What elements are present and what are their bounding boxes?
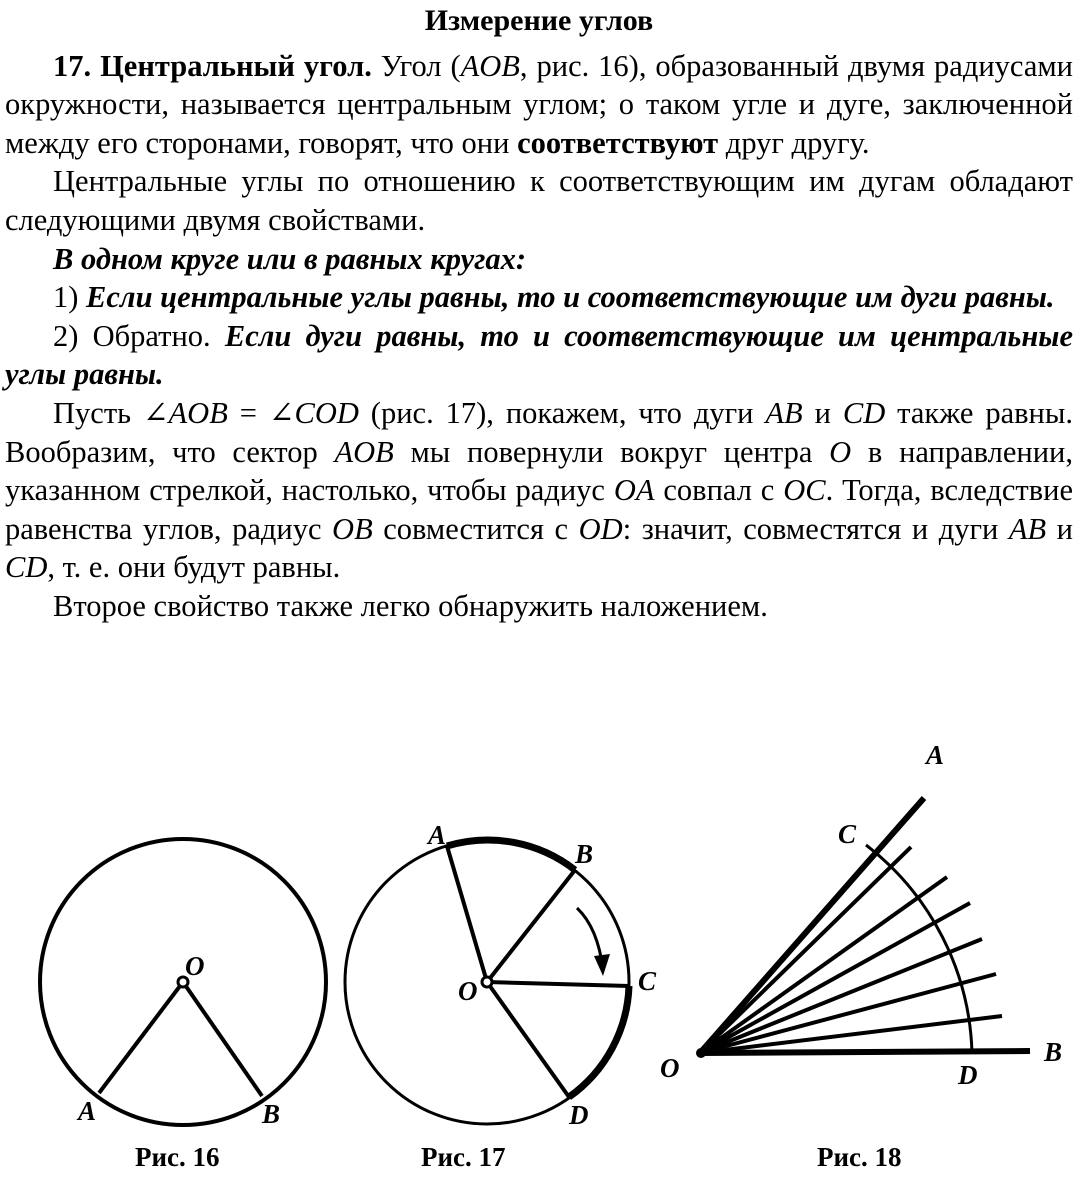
fig17-label-a: A	[428, 820, 447, 850]
fig17-radius-od	[487, 982, 569, 1097]
term-correspond: соответствуют	[517, 125, 719, 160]
paragraph-condition: В одном круге или в равных кругах:	[53, 241, 527, 276]
fig18-label-b: B	[1044, 1037, 1063, 1067]
figure-16	[40, 839, 326, 1129]
fig17-arrowhead	[594, 954, 610, 976]
fig17-center-point	[482, 977, 492, 987]
fig16-label-o: O	[185, 951, 205, 981]
paragraph-properties-intro: Центральные углы по отношению к соответствующим им дугам обладают следующими двумя свойствами.	[5, 164, 1073, 237]
fig17-label-c: C	[638, 966, 657, 996]
fig18-ray-3	[700, 903, 970, 1053]
fig17-radius-ob	[487, 870, 575, 982]
fig18-ray-5	[700, 974, 996, 1053]
section-heading: 17. Центральный угол.	[53, 48, 372, 83]
figure-18	[660, 740, 1062, 1090]
fig18-label-o: O	[660, 1053, 680, 1083]
text-block	[5, 2, 1073, 626]
paragraph-definition: 17. Центральный угол. Угол (AOB, рис. 16), образованный двумя радиусами окружности, называется центральным углом; о таком угле и дуге, заключенной между его сторонами, говорят, что они соответствуют друг другу.	[5, 48, 1073, 160]
fig16-radius-oa	[99, 982, 183, 1093]
fig18-caption: Рис. 18	[817, 1142, 902, 1172]
paragraph-proof: Пусть ∠AOB = ∠COD (рис. 17), покажем, что дуги AB и CD также равны. Вообразим, что сектор AOB мы повернули вокруг центра O в направлении, указанном стрелкой, настолько, чтобы радиус OA совпал с OC. Тогда, вследствие равенства углов, радиус OB совместится с OD: значит, совместятся и дуги AB и CD, т. е. они будут равны.	[5, 395, 1073, 585]
fig18-label-d: D	[958, 1060, 978, 1090]
paragraph-second-property: Второе свойство также легко обнаружить наложением.	[53, 588, 768, 623]
page-title: Измерение углов	[424, 4, 654, 37]
fig18-ray-ob	[700, 1051, 1030, 1053]
fig18-ray-oa	[700, 798, 924, 1053]
paragraph-property-2: 2) Обратно. Если дуги равны, то и соответствующие им центральные углы равны.	[5, 318, 1073, 392]
fig17-arc-cd	[569, 986, 629, 1097]
figures	[0, 720, 1084, 1140]
fig16-radius-ob	[183, 982, 262, 1096]
figure-17	[345, 820, 657, 1130]
fig18-label-a: A	[926, 740, 945, 770]
paragraph-property-1: 1) Если центральные углы равны, то и соответствующие им дуги равны.	[53, 280, 1055, 315]
fig17-label-d: D	[569, 1100, 589, 1130]
fig16-caption: Рис. 16	[135, 1142, 220, 1172]
fig18-vertex	[696, 1048, 706, 1058]
fig16-label-a: A	[78, 1096, 97, 1126]
fig17-label-b: B	[575, 839, 594, 869]
fig18-ray-1	[700, 847, 911, 1053]
fig17-radius-oa	[447, 846, 487, 982]
fig17-arc-ab	[447, 840, 575, 870]
fig17-caption: Рис. 17	[421, 1142, 506, 1172]
fig16-label-b: B	[262, 1099, 281, 1129]
fig18-label-c: C	[838, 819, 857, 849]
fig17-radius-oc	[487, 982, 629, 986]
fig17-label-o: O	[458, 976, 478, 1006]
